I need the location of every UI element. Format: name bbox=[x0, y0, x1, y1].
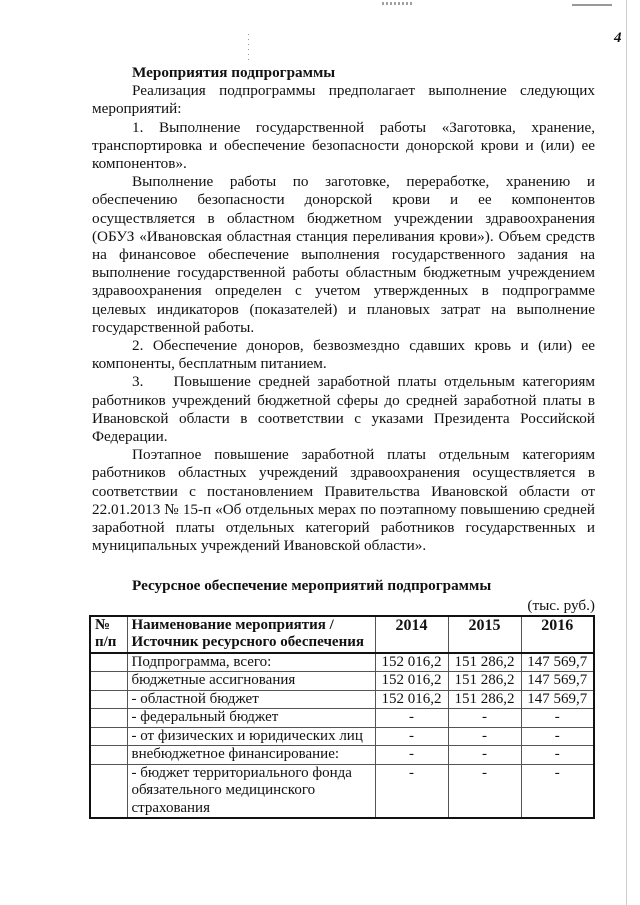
cell-name: - областной бюджет bbox=[127, 690, 375, 709]
table-units: (тыс. руб.) bbox=[527, 596, 595, 614]
header-name: Наименование мероприятия / Источник ресурсного обеспечения bbox=[127, 616, 375, 653]
table-row bbox=[90, 727, 594, 746]
table-row bbox=[90, 653, 594, 672]
cell-2015: - bbox=[448, 746, 521, 765]
cell-2014: 152 016,2 bbox=[375, 690, 448, 709]
cell-2014: 152 016,2 bbox=[375, 653, 448, 672]
cell-number bbox=[90, 690, 127, 709]
cell-2015: - bbox=[448, 764, 521, 818]
header-number: № п/п bbox=[90, 616, 127, 653]
paragraph-item-3: 3. Повышение средней заработной платы отдельным категориям работников учреждений бюджетной сферы до средней заработной платы в Ивановской области в соответствии с указами Президента Российской Федерации. bbox=[92, 373, 599, 446]
cell-name: - федеральный бюджет bbox=[127, 709, 375, 728]
table-row bbox=[90, 746, 594, 765]
cell-2016: 147 569,7 bbox=[521, 690, 594, 709]
cell-2014: - bbox=[375, 727, 448, 746]
cell-2016: 147 569,7 bbox=[521, 653, 594, 672]
paragraph-intro: Реализация подпрограммы предполагает выполнение следующих мероприятий: bbox=[92, 82, 595, 118]
cell-2015: - bbox=[448, 709, 521, 728]
cell-number bbox=[90, 709, 127, 728]
header-year-2016: 2016 bbox=[521, 616, 594, 653]
cell-2016: - bbox=[521, 709, 594, 728]
cell-number bbox=[90, 727, 127, 746]
cell-name: - от физических и юридических лиц bbox=[127, 727, 375, 746]
cell-2015: - bbox=[448, 727, 521, 746]
scan-artifact-top bbox=[382, 2, 414, 5]
table-title: Ресурсное обеспечение мероприятий подпрограммы bbox=[132, 577, 492, 595]
cell-2014: - bbox=[375, 764, 448, 818]
cell-2015: 151 286,2 bbox=[448, 690, 521, 709]
cell-2014: - bbox=[375, 709, 448, 728]
paragraph-item-1: 1. Выполнение государственной работы «Заготовка, хранение, транспортировка и обеспечение безопасности донорской крови и (или) ее компонентов». bbox=[92, 118, 595, 173]
cell-2014: 152 016,2 bbox=[375, 672, 448, 691]
document-body bbox=[92, 64, 599, 819]
cell-2016: 147 569,7 bbox=[521, 672, 594, 691]
cell-2016: - bbox=[521, 727, 594, 746]
cell-2015: 151 286,2 bbox=[448, 672, 521, 691]
section-heading: Мероприятия подпрограммы bbox=[132, 64, 336, 81]
page-number: 4 bbox=[614, 30, 622, 46]
cell-name: Подпрограмма, всего: bbox=[127, 653, 375, 672]
cell-name: бюджетные ассигнования bbox=[127, 672, 375, 691]
table-row bbox=[90, 709, 594, 728]
table-row bbox=[90, 690, 594, 709]
cell-number bbox=[90, 672, 127, 691]
table-row bbox=[90, 672, 594, 691]
header-year-2014: 2014 bbox=[375, 616, 448, 653]
cell-number bbox=[90, 764, 127, 818]
resource-table bbox=[89, 615, 595, 820]
paragraph-item-2: 2. Обеспечение доноров, безвозмездно сдавших кровь и (или) ее компоненты, бесплатным питанием. bbox=[92, 337, 595, 373]
cell-number bbox=[90, 746, 127, 765]
scan-artifact-top-right bbox=[572, 4, 612, 6]
cell-2015: 151 286,2 bbox=[448, 653, 521, 672]
table-row bbox=[90, 764, 594, 818]
cell-number bbox=[90, 653, 127, 672]
cell-2014: - bbox=[375, 746, 448, 765]
scan-edge-line bbox=[626, 0, 627, 905]
cell-name: внебюджетное финансирование: bbox=[127, 746, 375, 765]
paragraph-item-1-detail: Выполнение работы по заготовке, переработке, хранению и обеспечению безопасности донорской крови и ее компонентов осуществляется в областном бюджетном учреждении здравоохранения (ОБУЗ «Ивановская областная станция переливания крови»). Объем средств на финансовое обеспечение выполнения государственного задания на выполнение государственной работы областным бюджетным учреждением здравоохранения определен с учетом утвержденных в подпрограмме целевых индикаторов (показателей) и плановых затрат на выполнение государственной работы. bbox=[92, 173, 595, 336]
cell-2016: - bbox=[521, 746, 594, 765]
table-header-row bbox=[90, 616, 594, 653]
cell-name: - бюджет территориального фонда обязательного медицинского страхования bbox=[127, 764, 375, 818]
header-year-2015: 2015 bbox=[448, 616, 521, 653]
scan-artifact-dots bbox=[248, 34, 249, 62]
cell-2016: - bbox=[521, 764, 594, 818]
paragraph-item-3-detail: Поэтапное повышение заработной платы отдельным категориям работников областных учреждений здравоохранения осуществляется в соответствии с постановлением Правительства Ивановской области от 22.01.2013 № 15-п «Об отдельных мерах по поэтапному повышению средней заработной платы отдельных категорий работников государственных и муниципальных учреждений Ивановской области». bbox=[92, 446, 595, 555]
